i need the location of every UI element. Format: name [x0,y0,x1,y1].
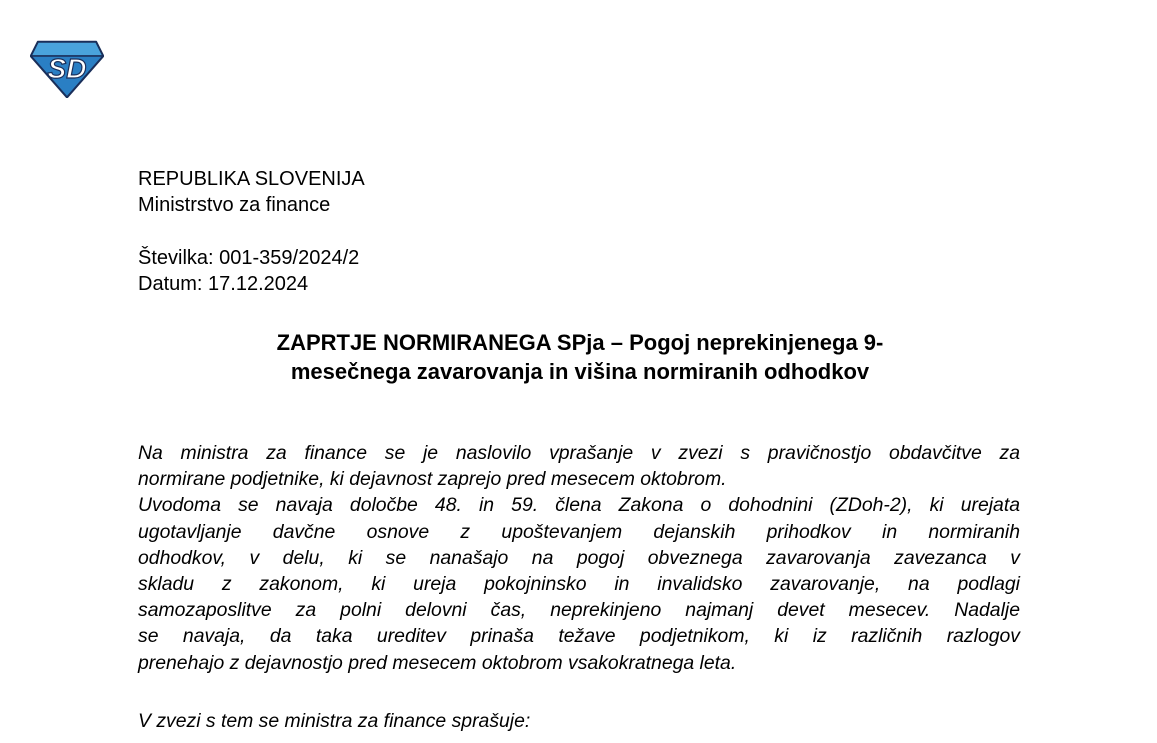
body-line: Uvodoma se navaja določbe 48. in 59. člena Zakona o dohodnini (ZDoh-2), ki urejata [138,494,1020,517]
document-number: Številka: 001-359/2024/2 [138,247,360,269]
body-line: odhodkov, v delu, ki se nanašajo na pogoj obveznega zavarovanja zavezanca v [138,546,1020,569]
document-title [138,328,1022,386]
body-line: ugotavljanje davčne osnove z upoštevanjem dejanskih prihodkov in normiranih [138,520,1020,543]
body-line: se navaja, da taka ureditev prinaša težave podjetnikom, ki iz različnih razlogov [138,625,1020,648]
svg-text:SD: SD [47,53,87,84]
title-line-1: ZAPRTJE NORMIRANEGA SPja – Pogoj neprekinjenega 9- [276,330,884,355]
country-name: REPUBLIKA SLOVENIJA [138,168,365,190]
body-line: samozaposlitve za polni delovni čas, neprekinjeno najmanj devet mesecev. Nadalje [138,599,1020,622]
title-line-2: mesečnega zavarovanja in višina normiranih odhodkov [290,359,870,384]
sd-diamond-logo [30,40,104,98]
document-date: Datum: 17.12.2024 [138,273,309,295]
issuer-header [138,166,365,218]
document-body [138,440,1020,676]
question-intro: V zvezi s tem se ministra za finance sprašuje: [138,710,531,732]
document-meta [138,245,359,297]
body-line: skladu z zakonom, ki ureja pokojninsko in invalidsko zavarovanje, na podlagi [138,572,1020,595]
body-line: Na ministra za finance se je naslovilo vprašanje v zvezi s pravičnostjo obdavčitve za [138,442,1020,464]
body-line: prenehajo z dejavnostjo pred mesecem oktobrom vsakokratnega leta. [138,651,737,674]
ministry-name: Ministrstvo za finance [138,194,331,216]
body-line: normirane podjetnike, ki dejavnost zaprejo pred mesecem oktobrom. [138,468,727,491]
paragraph-1 [138,440,1020,492]
paragraph-2 [138,492,1020,675]
